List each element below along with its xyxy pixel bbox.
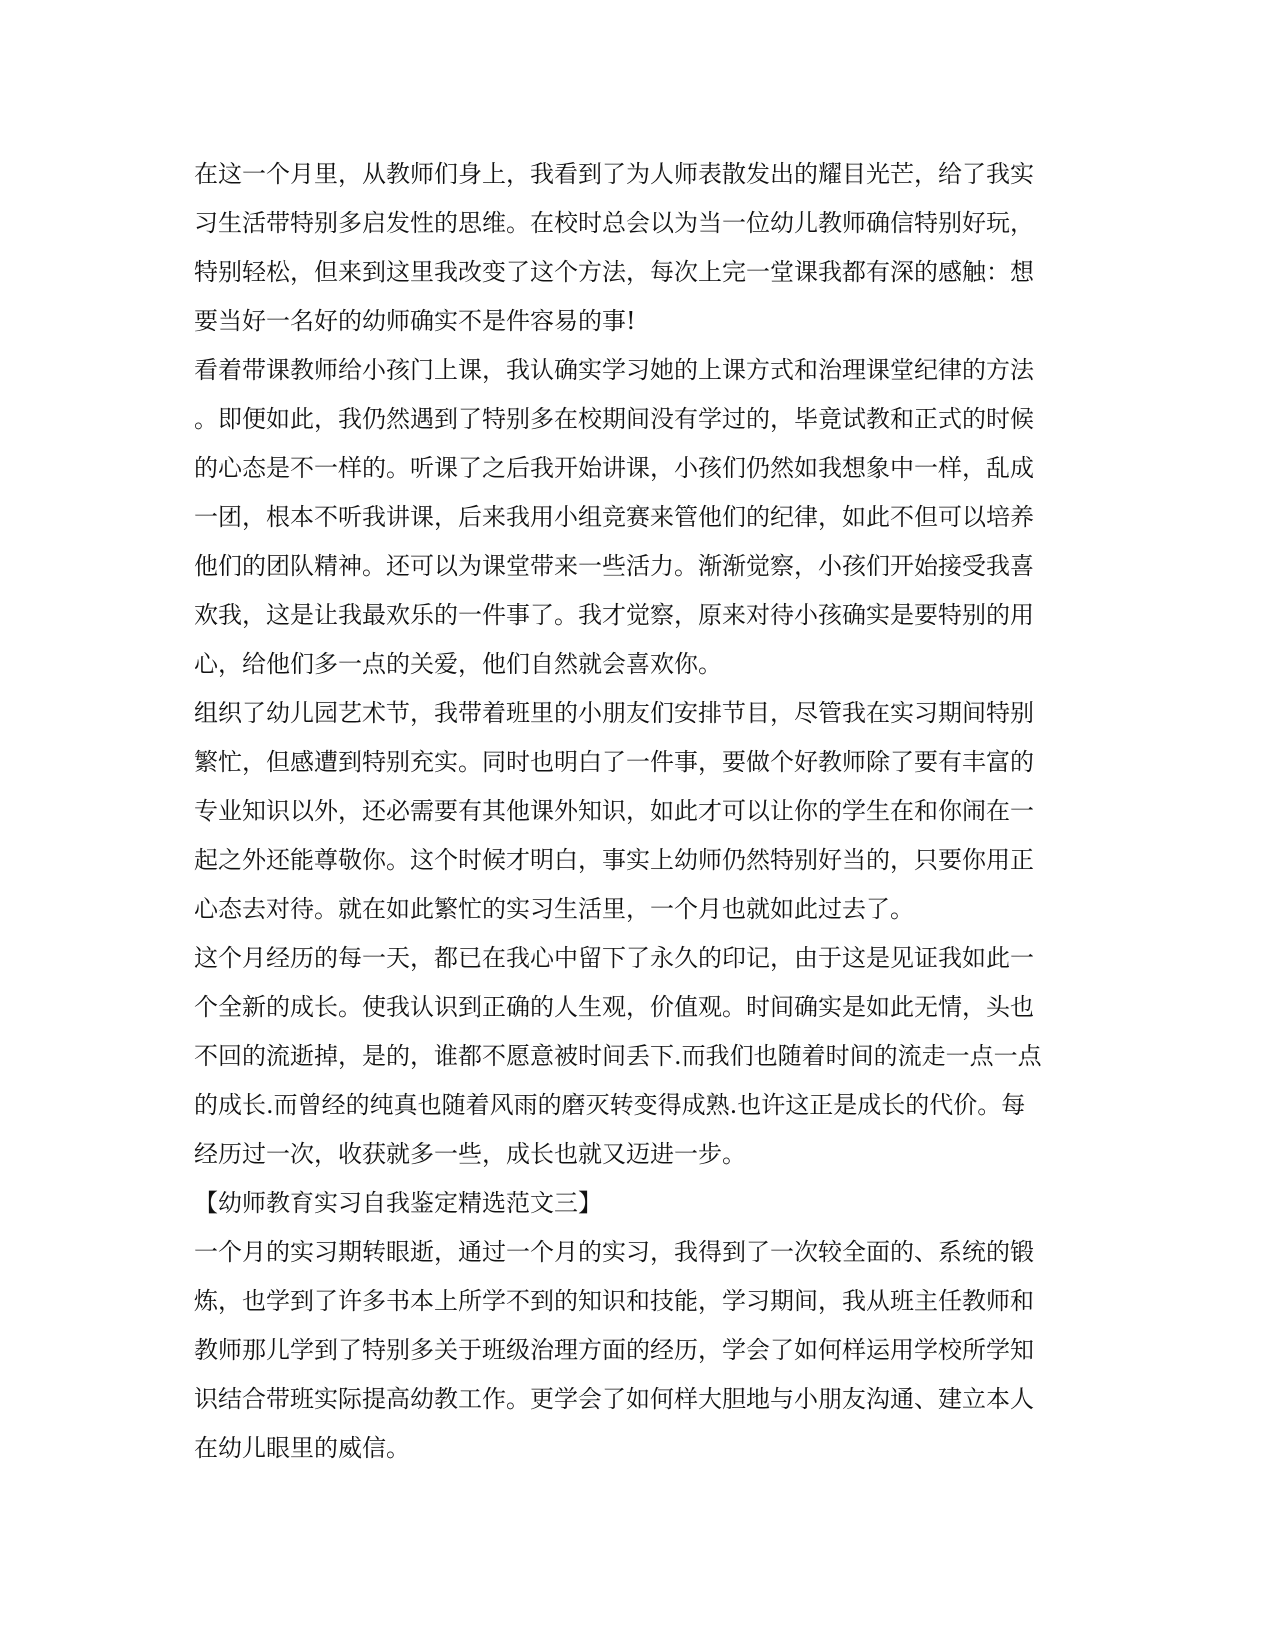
text-line: 心，给他们多一点的关爱，他们自然就会喜欢你。 [194,650,722,678]
text-line: 心态去对待。就在如此繁忙的实习生活里，一个月也就如此过去了。 [194,895,914,923]
text-line: 经历过一次，收获就多一些，成长也就又迈进一步。 [194,1140,746,1168]
text-line: 炼，也学到了许多书本上所学不到的知识和技能，学习期间，我从班主任教师和 [194,1287,1034,1315]
text-line: 。即便如此，我仍然遇到了特别多在校期间没有学过的，毕竟试教和正式的时候 [194,405,1034,433]
text-line: 习生活带特别多启发性的思维。在校时总会以为当一位幼儿教师确信特别好玩， [194,209,1034,237]
paragraph [194,689,1084,934]
text-line: 组织了幼儿园艺术节，我带着班里的小朋友们安排节目，尽管我在实习期间特别 [194,699,1034,727]
text-line: 识结合带班实际提高幼教工作。更学会了如何样大胆地与小朋友沟通、建立本人 [194,1385,1034,1413]
text-line: 这个月经历的每一天，都已在我心中留下了永久的印记，由于这是见证我如此一 [194,944,1034,972]
text-line: 不回的流逝掉，是的，谁都不愿意被时间丢下.而我们也随着时间的流走一点一点 [194,1042,1042,1070]
section-heading [194,1179,1084,1228]
section-heading-text: 【幼师教育实习自我鉴定精选范文三】 [194,1189,602,1217]
paragraph [194,346,1084,689]
text-line: 个全新的成长。使我认识到正确的人生观，价值观。时间确实是如此无情，头也 [194,993,1034,1021]
text-line: 看着带课教师给小孩门上课，我认确实学习她的上课方式和治理课堂纪律的方法 [194,356,1034,384]
text-line: 专业知识以外，还必需要有其他课外知识，如此才可以让你的学生在和你闹在一 [194,797,1034,825]
text-line: 一团，根本不听我讲课，后来我用小组竞赛来管他们的纪律，如此不但可以培养 [194,503,1034,531]
text-line: 在这一个月里，从教师们身上，我看到了为人师表散发出的耀目光芒，给了我实 [194,160,1034,188]
text-line: 在幼儿眼里的威信。 [194,1434,410,1462]
paragraph [194,150,1084,346]
paragraph [194,1228,1084,1473]
document-body [194,150,1084,1473]
text-line: 欢我，这是让我最欢乐的一件事了。我才觉察，原来对待小孩确实是要特别的用 [194,601,1034,629]
paragraph [194,934,1084,1179]
text-line: 要当好一名好的幼师确实不是件容易的事! [194,307,636,335]
text-line: 繁忙，但感遭到特别充实。同时也明白了一件事，要做个好教师除了要有丰富的 [194,748,1034,776]
text-line: 起之外还能尊敬你。这个时候才明白，事实上幼师仍然特别好当的，只要你用正 [194,846,1034,874]
text-line: 的心态是不一样的。听课了之后我开始讲课，小孩们仍然如我想象中一样，乱成 [194,454,1034,482]
text-line: 一个月的实习期转眼逝，通过一个月的实习，我得到了一次较全面的、系统的锻 [194,1238,1034,1266]
text-line: 的成长.而曾经的纯真也随着风雨的磨灭转变得成熟.也许这正是成长的代价。每 [194,1091,1026,1119]
text-line: 特别轻松，但来到这里我改变了这个方法，每次上完一堂课我都有深的感触：想 [194,258,1034,286]
text-line: 他们的团队精神。还可以为课堂带来一些活力。渐渐觉察，小孩们开始接受我喜 [194,552,1034,580]
text-line: 教师那儿学到了特别多关于班级治理方面的经历，学会了如何样运用学校所学知 [194,1336,1034,1364]
